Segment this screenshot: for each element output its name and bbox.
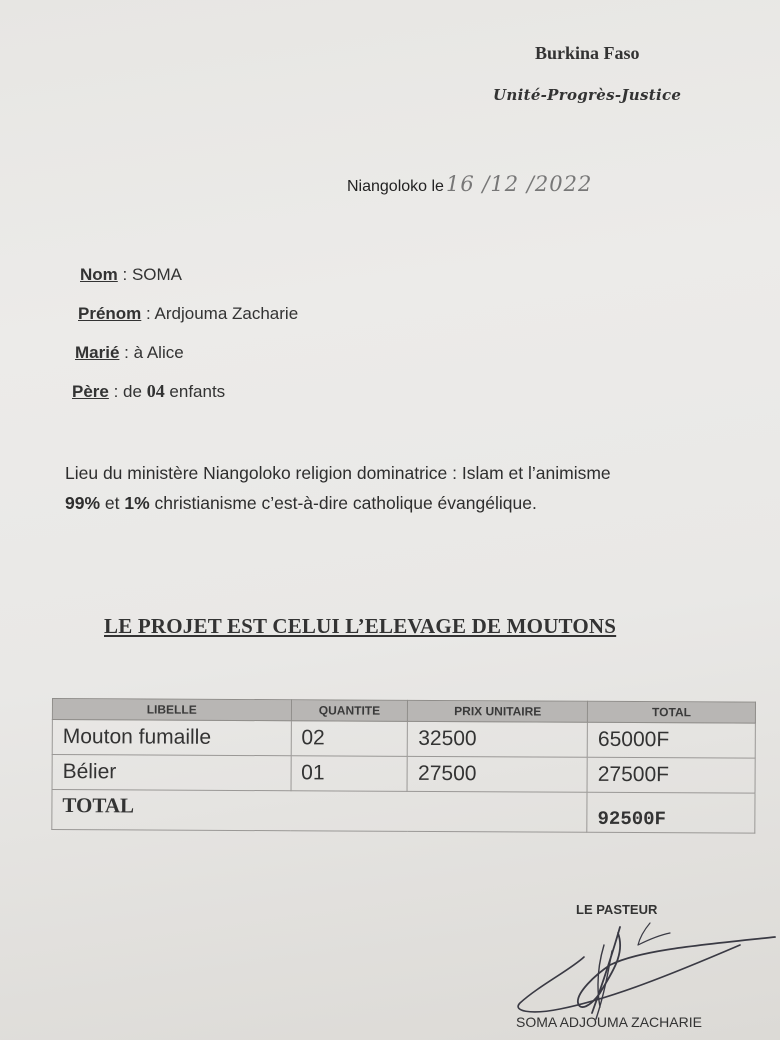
cell-total: 65000F [587, 722, 755, 758]
project-title: LE PROJET EST CELUI L’ELEVAGE DE MOUTONS [104, 614, 617, 638]
header-libelle: LIBELLE [52, 699, 291, 721]
budget-table [51, 698, 756, 834]
handwritten-date: 16 /12 /2022 [445, 172, 593, 196]
pere-label: Père [72, 382, 109, 401]
cell-prix-unitaire: 32500 [408, 721, 588, 757]
total-label: TOTAL [52, 790, 587, 833]
place-date-line [347, 172, 592, 196]
table-row [52, 755, 755, 794]
nom-value: : SOMA [117, 265, 183, 284]
paragraph-mid: et [100, 493, 125, 513]
signatory-name: SOMA ADJOUMA ZACHARIE [516, 1014, 702, 1030]
percent-christianity: 1% [124, 493, 150, 513]
place-label: Niangoloko le [347, 178, 444, 195]
marie-label: Marié [75, 343, 120, 362]
total-value: 92500F [587, 792, 755, 833]
pere-suffix: enfants [164, 382, 226, 401]
handwritten-signature [500, 915, 780, 1025]
cell-total: 27500F [587, 757, 755, 793]
cell-quantite: 01 [291, 756, 408, 792]
cell-quantite: 02 [291, 721, 408, 757]
table-row [52, 720, 755, 759]
nom-label: Nom [80, 265, 118, 284]
cell-libelle: Bélier [52, 755, 291, 791]
ministry-paragraph [65, 458, 765, 518]
marie-field [75, 343, 184, 363]
header-total: TOTAL [588, 701, 756, 723]
cell-prix-unitaire: 27500 [407, 756, 587, 792]
pere-number: 04 [146, 381, 165, 401]
header-quantite: QUANTITE [291, 700, 408, 722]
marie-value: : à Alice [119, 343, 184, 362]
national-motto: Unité-Progrès-Justice [493, 86, 682, 104]
cell-libelle: Mouton fumaille [52, 720, 291, 756]
header-prix-unitaire: PRIX UNITAIRE [408, 700, 588, 722]
prenom-value: : Ardjouma Zacharie [141, 304, 299, 323]
nom-field [80, 265, 182, 285]
pere-field [72, 381, 225, 402]
prenom-label: Prénom [78, 304, 142, 323]
signatory-title: LE PASTEUR [576, 902, 658, 917]
country-name: Burkina Faso [535, 43, 640, 63]
percent-islam: 99% [65, 493, 101, 513]
pere-prefix: : de [108, 382, 147, 401]
paragraph-rest: christianisme c’est-à-dire catholique évangélique. [149, 493, 537, 513]
paragraph-line1: Lieu du ministère Niangoloko religion dominatrice : Islam et l’animisme [65, 463, 611, 483]
prenom-field [78, 304, 298, 324]
table-total-row [52, 790, 755, 834]
